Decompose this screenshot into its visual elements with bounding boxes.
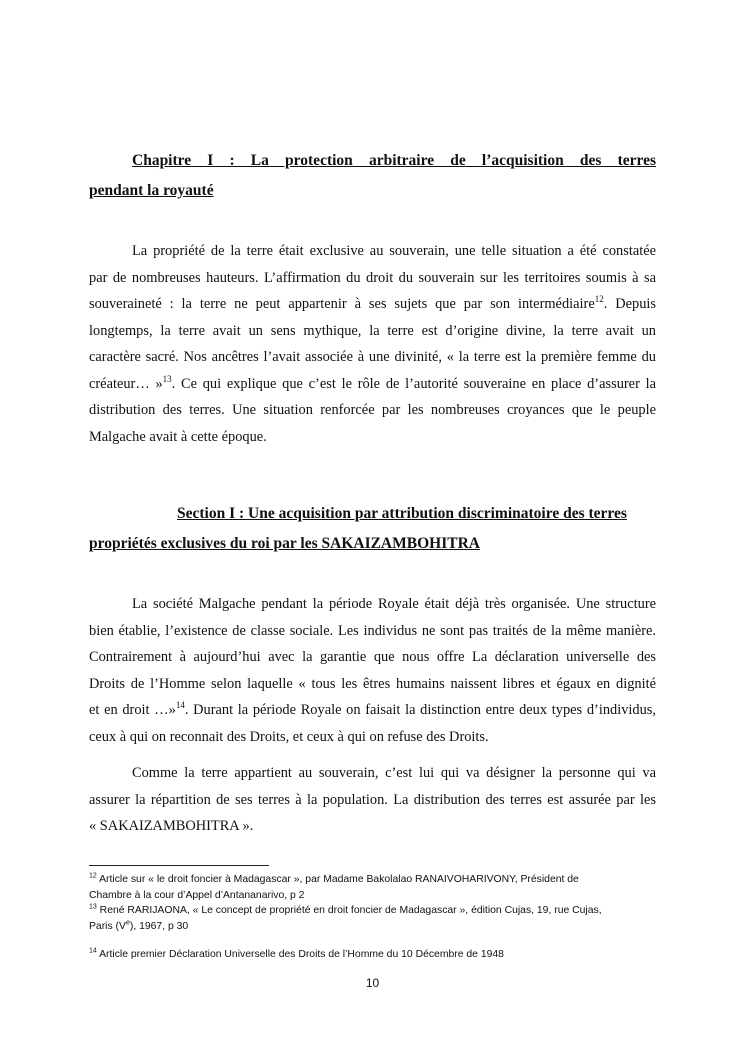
page-number: 10 — [365, 976, 380, 990]
footnote-ref-14: 14 — [175, 700, 185, 711]
paragraph-line: Malgache avait à cette époque. — [89, 428, 267, 445]
paragraph-line: souveraineté : la terre ne peut appartenir à ses sujets que par son intermédiaire$^{12}$. Depuis — [89, 294, 657, 312]
paragraph-line: créateur… »$^{13}$. Ce qui explique que c’est le rôle de l’autorité souveraine en place d’assurer la — [89, 373, 656, 392]
paragraph-line: Droits de l’Homme selon laquelle « tous les êtres humains naissent libres et égaux en dignité — [89, 675, 656, 692]
paragraph-line: distribution des terres. Une situation renforcée par les nombreuses croyances que le peuple — [89, 402, 656, 418]
footnote-14: $^{14}$ Article premier Déclaration Universelle des Droits de l’Homme du 10 Décembre de 1948 — [89, 947, 504, 960]
paragraph-3 — [89, 760, 656, 840]
paragraph-line: Comme la terre appartient au souverain, c’est lui qui va désigner la personne qui va — [132, 765, 656, 781]
footnote-ref-12: 12 — [594, 294, 604, 305]
footnote-12: $^{12}$ Article sur « le droit foncier à Madagascar », par Madame Bakolalao RANAIVOHARIVONY, Président de Chambre à la cour d’Appel d’Antananarivo, p 2 — [89, 872, 579, 901]
section-heading — [89, 499, 656, 559]
paragraph-line: et en droit …»$^{14}$. Durant la période Royale on faisait la distinction entre deux types d’individus, — [89, 700, 656, 718]
paragraph-line: Contrairement à aujourd’hui avec la garantie que nous offre La déclaration universelle des — [89, 649, 656, 665]
paragraph-1 — [89, 238, 656, 450]
footnote-separator — [89, 865, 269, 866]
chapter-heading — [89, 146, 656, 206]
chapter-heading-line1: Chapitre I : La protection arbitraire de l’acquisition des terres — [132, 152, 656, 169]
paragraph-line: bien établie, l’existence de classe sociale. Les individus ne sont pas traités de la même manière. — [89, 622, 656, 639]
footnote-13: $^{13}$ René RARIJAONA, « Le concept de propriété en droit foncier de Madagascar », édition Cujas, 19, rue Cujas, Paris (Ve), 1967, p 30 — [89, 903, 602, 932]
chapter-heading-line2: pendant la royauté — [89, 182, 214, 199]
paragraph-line: La société Malgache pendant la période Royale était déjà très organisée. Une structure — [132, 596, 656, 612]
paragraph-line: La propriété de la terre était exclusive au souverain, une telle situation a été constatée — [132, 243, 656, 259]
paragraph-line: par de nombreuses hauteurs. L’affirmation du droit du souverain sur les territoires soumis à sa — [89, 269, 656, 286]
paragraph-line: « SAKAIZAMBOHITRA ». — [89, 818, 254, 834]
paragraph-line: ceux à qui on reconnait des Droits, et ceux à qui on refuse des Droits. — [89, 728, 489, 745]
paragraph-2 — [89, 591, 656, 750]
paragraph-line: longtemps, la terre avait un sens mythique, la terre est d’origine divine, la terre avait un — [89, 322, 656, 339]
section-heading-line1: Section I : Une acquisition par attribution discriminatoire des terres — [177, 505, 627, 522]
section-heading-line2: propriétés exclusives du roi par les SAKAIZAMBOHITRA — [89, 535, 480, 552]
paragraph-line: caractère sacré. Nos ancêtres l’avait associée à une divinité, « la terre est la première femme du — [89, 349, 656, 365]
paragraph-line: assurer la répartition de ses terres à la population. La distribution des terres est assurée par les — [89, 791, 656, 808]
footnote-ref-13: 13 — [162, 373, 172, 384]
